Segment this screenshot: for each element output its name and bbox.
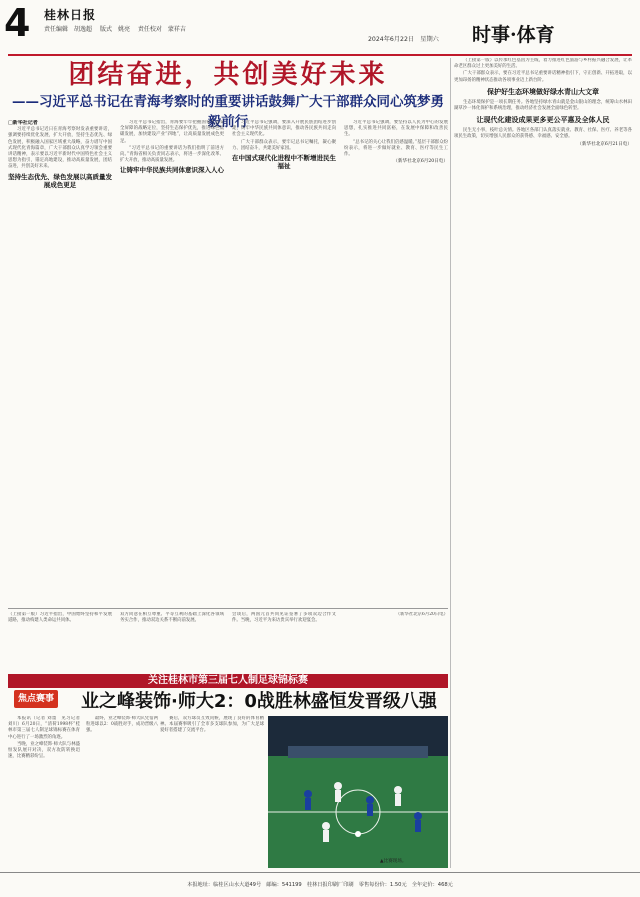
article-subheadline: ——习近平总书记在青海考察时的重要讲话鼓舞广大干部群众同心筑梦勇毅前行 xyxy=(12,94,444,130)
article-column xyxy=(454,58,632,149)
article-headline: 团结奋进，共创美好未来 xyxy=(68,60,388,90)
sports-headline: 业之峰装饰·师大2：0战胜林盛恒发晋级八强 xyxy=(81,691,437,712)
source-note: （新华社北京6月21日电） xyxy=(577,141,632,147)
photo-caption: ▲比赛现场。 xyxy=(380,859,407,864)
paragraph: “总书记的关心让我们倍感温暖。”基层干部群众纷纷表示，将进一步做好就业、教育、医疗等民生工作。 xyxy=(344,139,448,158)
sports-banner: 关注桂林市第三届七人制足球锦标赛 xyxy=(8,674,448,688)
source-note: （新华社北京6月20日电） xyxy=(393,159,448,165)
article-column xyxy=(8,120,112,608)
paragraph: 习近平总书记指出，青海要牢牢把握国家生态安全屏障的战略定位，坚持生态保护优先，推进绿色低碳发展，加快建设产业“四地”，让高质量发展成色更足。 xyxy=(120,120,224,144)
page-footer: 本报地址：临桂区山水大道49号 邮编：541199 桂林日报印刷厂印刷 零售每份价：1.50元 全年定价：468元 xyxy=(0,872,640,897)
article-column xyxy=(120,120,224,608)
football-match-illustration xyxy=(268,716,448,868)
right-article xyxy=(454,58,632,868)
paragraph: 会谈后，两国元首共同见证签署了多项双边合作文件。当晚，习近平为来访贵宾举行欢迎宴会。 xyxy=(232,612,336,624)
masthead: 桂林日报 xyxy=(44,8,97,22)
section-subhead: 让现代化建设成果更多更公平惠及全体人民 xyxy=(476,116,610,125)
page-number: 4 xyxy=(4,1,31,45)
paragraph: 双方同意在相互尊重、平等互利的基础上深化各领域务实合作，推动双边关系不断向前发展。 xyxy=(120,612,224,624)
paragraph: 生态环境保护是一项长期任务。各地坚持绿水青山就是金山银山的理念，统筹山水林田湖草沙一体化保护和系统治理，推动经济社会发展全面绿色转型。 xyxy=(454,99,632,112)
match-photo xyxy=(268,716,448,868)
paragraph: 当晚，业之峰装饰·师大队与林盛恒发队展开对决，双方攻防转换迅速，比赛精彩纷呈。 xyxy=(8,741,80,760)
ball xyxy=(355,831,361,837)
continued-article xyxy=(8,612,448,672)
date-line: 2024年6月22日 星期六 xyxy=(368,36,439,43)
column-divider xyxy=(450,58,451,868)
sports-article-continued xyxy=(160,716,264,868)
paragraph: 习近平总书记强调，要深入开展民族团结进步创建，铸牢中华民族共同体意识，推动各民族共同走向社会主义现代化。 xyxy=(232,120,336,138)
source-note: （新华社北京6月20日电） xyxy=(395,612,448,617)
paragraph: “习近平总书记的重要讲话为我们指明了前进方向。”青海省相关负责同志表示，将进一步深化改革、扩大开放，推动高质量发展。 xyxy=(120,145,224,164)
paragraph: 广大干部群众表示，要在习近平总书记重要讲话精神指引下，守正创新、开拓进取，以更加昂扬的精神状态推动各项事业迈上新台阶。 xyxy=(454,71,632,83)
main-article xyxy=(8,58,448,608)
section-title: 时事·体育 xyxy=(472,24,555,46)
editor-credits xyxy=(44,24,192,33)
section-subhead: 让铸牢中华民族共同体意识深入人心 xyxy=(120,166,224,175)
editor-credit: 责任编辑 胡逸超 xyxy=(44,26,93,33)
editor-credit: 责任校对 蒙祥吉 xyxy=(137,26,186,33)
page-header xyxy=(0,0,640,56)
byline: □新华社记者 xyxy=(8,120,38,126)
sports-article xyxy=(8,716,158,868)
section-subhead: 在中国式现代化进程中不断增进民生福祉 xyxy=(232,154,336,171)
paragraph: 习近平总书记近日在青海考察时发表重要讲话，强调要持续优化发展，扩大开放，坚持生态优先、绿色发展，积极融入国家区域重大战略，奋力谱写中国式现代化青海篇章，广大干部群众认真学习领会重要讲话精神，表示要以习近平新时代中国特色社会主义思想为指引，锚定高地建设，推动高质量发展，团结奋进，共创美好未来。 xyxy=(8,127,112,170)
editor-credit: 版式 姚亮 xyxy=(99,26,130,33)
paragraph: 习近平总书记强调，要坚持以人民为中心的发展思想，扎实推进共同富裕，在发展中保障和改善民生。 xyxy=(344,120,448,138)
paragraph: （上接第一版）习近平指出，中国始终坚持和平发展道路，推动构建人类命运共同体。 xyxy=(8,612,112,624)
paragraph: 最终，业之峰装饰·师大队凭借两粒进球以2：0战胜对手，成功晋级八强。 xyxy=(86,716,158,734)
paragraph: 赛后，双方球员互致问候，展现了良好的体育精神。本届赛事吸引了全市多支球队参加，为广大足球爱好者搭建了交流平台。 xyxy=(160,716,264,734)
section-subhead: 保护好生态环境做好绿水青山大文章 xyxy=(487,87,599,96)
article-column xyxy=(344,120,448,608)
article-body xyxy=(8,120,448,608)
article-column xyxy=(232,120,336,608)
header-rule xyxy=(8,54,632,56)
paragraph: 本报讯（记者 刘墨 见习记者 刘川）6月20日，“清荷1998杯”桂林市第三届七人制足球锦标赛在体育中心进行了一场激烈的角逐。 xyxy=(8,716,80,740)
divider xyxy=(8,608,448,609)
paragraph: 广大干部群众表示，要牢记总书记嘱托，凝心聚力、团结奋斗，共建美好家园。 xyxy=(232,139,336,151)
section-subhead: 坚持生态优先、绿色发展以高质量发展成色更足 xyxy=(8,172,112,189)
focus-tag: 焦点赛事 xyxy=(14,690,58,708)
article-column xyxy=(8,716,80,761)
paragraph: 民生无小事，枝叶总关情。各地区各部门认真落实就业、教育、社保、医疗、养老等各项民生政策，切实增强人民群众的获得感、幸福感、安全感。 xyxy=(454,128,632,140)
paragraph: （上接第一版）以传承红色基因为主线，着力推进红色旅游与乡村振兴融合发展，让革命老区群众过上更加美好的生活。 xyxy=(454,58,632,70)
article-column xyxy=(86,716,158,736)
